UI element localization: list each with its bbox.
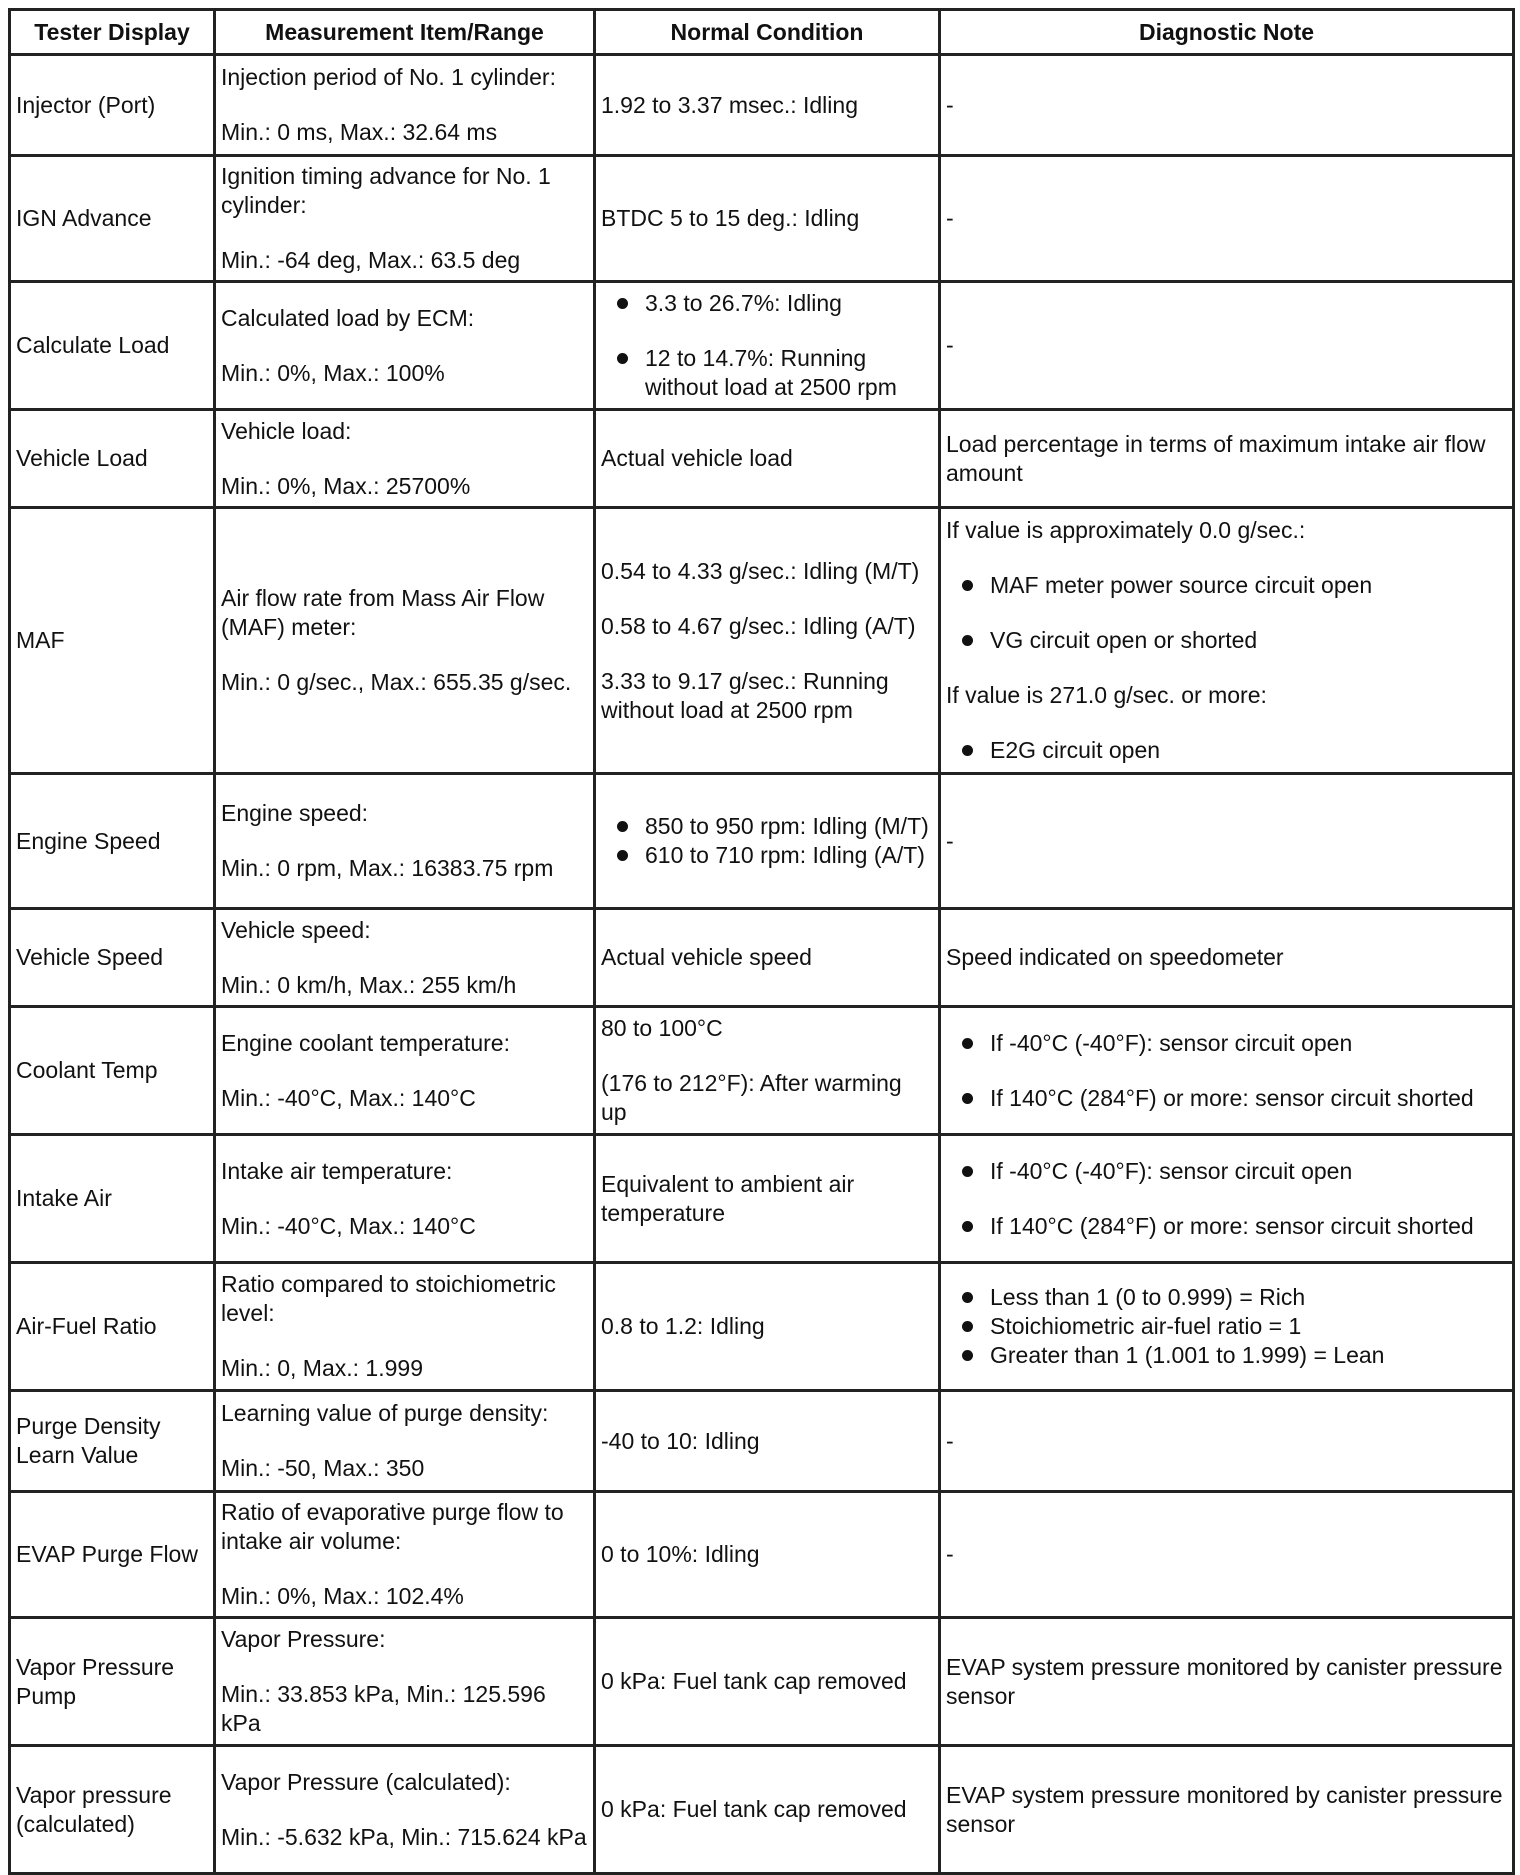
normal-condition-cell: 0 kPa: Fuel tank cap removed [595,1618,940,1746]
list-item: Less than 1 (0 to 0.999) = Rich [946,1283,1507,1312]
table-row [10,1391,1514,1492]
table-row [10,774,1514,909]
tester-display-cell: Vehicle Speed [10,909,215,1007]
list-item: If 140°C (284°F) or more: sensor circuit shorted [946,1084,1507,1113]
tester-display-cell: Vapor pressure (calculated) [10,1746,215,1874]
data-list-table [8,8,1515,1875]
header-tester-display: Tester Display [10,10,215,55]
measurement-cell: Ignition timing advance for No. 1 cylinder: Min.: -64 deg, Max.: 63.5 deg [215,156,595,282]
normal-condition-cell: Equivalent to ambient air temperature [595,1135,940,1263]
tester-display-cell: IGN Advance [10,156,215,282]
diagnostic-note-cell: - [940,282,1514,410]
measurement-cell: Learning value of purge density: Min.: -50, Max.: 350 [215,1391,595,1492]
table-header-row [10,10,1514,55]
normal-condition-cell: 1.92 to 3.37 msec.: Idling [595,55,940,156]
normal-condition-cell [595,282,940,410]
list-item: Stoichiometric air-fuel ratio = 1 [946,1312,1507,1341]
normal-condition-cell [595,774,940,909]
table-row [10,55,1514,156]
normal-condition-cell: 0.8 to 1.2: Idling [595,1263,940,1391]
tester-display-cell: Air-Fuel Ratio [10,1263,215,1391]
list-item: 610 to 710 rpm: Idling (A/T) [601,841,933,870]
list-item: 12 to 14.7%: Running without load at 2500 rpm [601,344,933,402]
tester-display-cell: Calculate Load [10,282,215,410]
table-row [10,508,1514,774]
header-measurement-item: Measurement Item/Range [215,10,595,55]
measurement-cell: Vapor Pressure: Min.: 33.853 kPa, Min.: 125.596 kPa [215,1618,595,1746]
table-row [10,909,1514,1007]
measurement-cell: Air flow rate from Mass Air Flow (MAF) meter: Min.: 0 g/sec., Max.: 655.35 g/sec. [215,508,595,774]
tester-display-cell: Intake Air [10,1135,215,1263]
tester-display-cell: EVAP Purge Flow [10,1492,215,1618]
normal-condition-cell: 0 kPa: Fuel tank cap removed [595,1746,940,1874]
tester-display-cell: Injector (Port) [10,55,215,156]
tester-display-cell: Engine Speed [10,774,215,909]
table-row [10,1746,1514,1874]
normal-condition-cell: BTDC 5 to 15 deg.: Idling [595,156,940,282]
list-item: MAF meter power source circuit open [946,571,1507,600]
table-row [10,156,1514,282]
table-row [10,410,1514,508]
measurement-cell: Injection period of No. 1 cylinder: Min.: 0 ms, Max.: 32.64 ms [215,55,595,156]
tester-display-cell: Coolant Temp [10,1007,215,1135]
diagnostic-note-cell: Load percentage in terms of maximum intake air flow amount [940,410,1514,508]
table-row [10,1135,1514,1263]
diagnostic-note-cell: Speed indicated on speedometer [940,909,1514,1007]
diagnostic-note-cell: EVAP system pressure monitored by canister pressure sensor [940,1746,1514,1874]
measurement-cell: Ratio compared to stoichiometric level: Min.: 0, Max.: 1.999 [215,1263,595,1391]
list-item: E2G circuit open [946,736,1507,765]
normal-condition-cell: Actual vehicle speed [595,909,940,1007]
list-item: Greater than 1 (1.001 to 1.999) = Lean [946,1341,1507,1370]
diagnostic-note-cell: If value is approximately 0.0 g/sec.: MAF meter power source circuit open VG circuit open or shorted If value is 271.0 g/sec. or more: E2G circuit open [940,508,1514,774]
normal-condition-cell: -40 to 10: Idling [595,1391,940,1492]
diagnostic-note-cell: - [940,1492,1514,1618]
table-row [10,1492,1514,1618]
normal-condition-cell: Actual vehicle load [595,410,940,508]
list-item: If 140°C (284°F) or more: sensor circuit shorted [946,1212,1507,1241]
list-item: 3.3 to 26.7%: Idling [601,289,933,318]
diagnostic-note-cell: - [940,774,1514,909]
list-item: If -40°C (-40°F): sensor circuit open [946,1029,1507,1058]
measurement-cell: Calculated load by ECM: Min.: 0%, Max.: 100% [215,282,595,410]
measurement-cell: Vehicle speed: Min.: 0 km/h, Max.: 255 km/h [215,909,595,1007]
table-row [10,1007,1514,1135]
diagnostic-note-cell: - [940,156,1514,282]
diagnostic-note-cell: - [940,1391,1514,1492]
diagnostic-note-cell: - [940,55,1514,156]
normal-condition-cell: 0.54 to 4.33 g/sec.: Idling (M/T) 0.58 to 4.67 g/sec.: Idling (A/T) 3.33 to 9.17 g/sec.: Running without load at 2500 rpm [595,508,940,774]
tester-display-cell: Vapor Pressure Pump [10,1618,215,1746]
header-diagnostic-note: Diagnostic Note [940,10,1514,55]
measurement-cell: Engine coolant temperature: Min.: -40°C, Max.: 140°C [215,1007,595,1135]
measurement-cell: Ratio of evaporative purge flow to intake air volume: Min.: 0%, Max.: 102.4% [215,1492,595,1618]
measurement-cell: Vapor Pressure (calculated): Min.: -5.632 kPa, Min.: 715.624 kPa [215,1746,595,1874]
tester-display-cell: Purge Density Learn Value [10,1391,215,1492]
measurement-cell: Vehicle load: Min.: 0%, Max.: 25700% [215,410,595,508]
table-row [10,282,1514,410]
normal-condition-cell: 0 to 10%: Idling [595,1492,940,1618]
diagnostic-note-cell: EVAP system pressure monitored by canister pressure sensor [940,1618,1514,1746]
diagnostic-note-cell [940,1007,1514,1135]
diagnostic-note-cell [940,1135,1514,1263]
tester-display-cell: MAF [10,508,215,774]
normal-condition-cell: 80 to 100°C (176 to 212°F): After warming up [595,1007,940,1135]
list-item: VG circuit open or shorted [946,626,1507,655]
table-row [10,1618,1514,1746]
diagnostic-note-cell [940,1263,1514,1391]
tester-display-cell: Vehicle Load [10,410,215,508]
measurement-cell: Intake air temperature: Min.: -40°C, Max.: 140°C [215,1135,595,1263]
list-item: If -40°C (-40°F): sensor circuit open [946,1157,1507,1186]
measurement-cell: Engine speed: Min.: 0 rpm, Max.: 16383.75 rpm [215,774,595,909]
table-row [10,1263,1514,1391]
header-normal-condition: Normal Condition [595,10,940,55]
list-item: 850 to 950 rpm: Idling (M/T) [601,812,933,841]
